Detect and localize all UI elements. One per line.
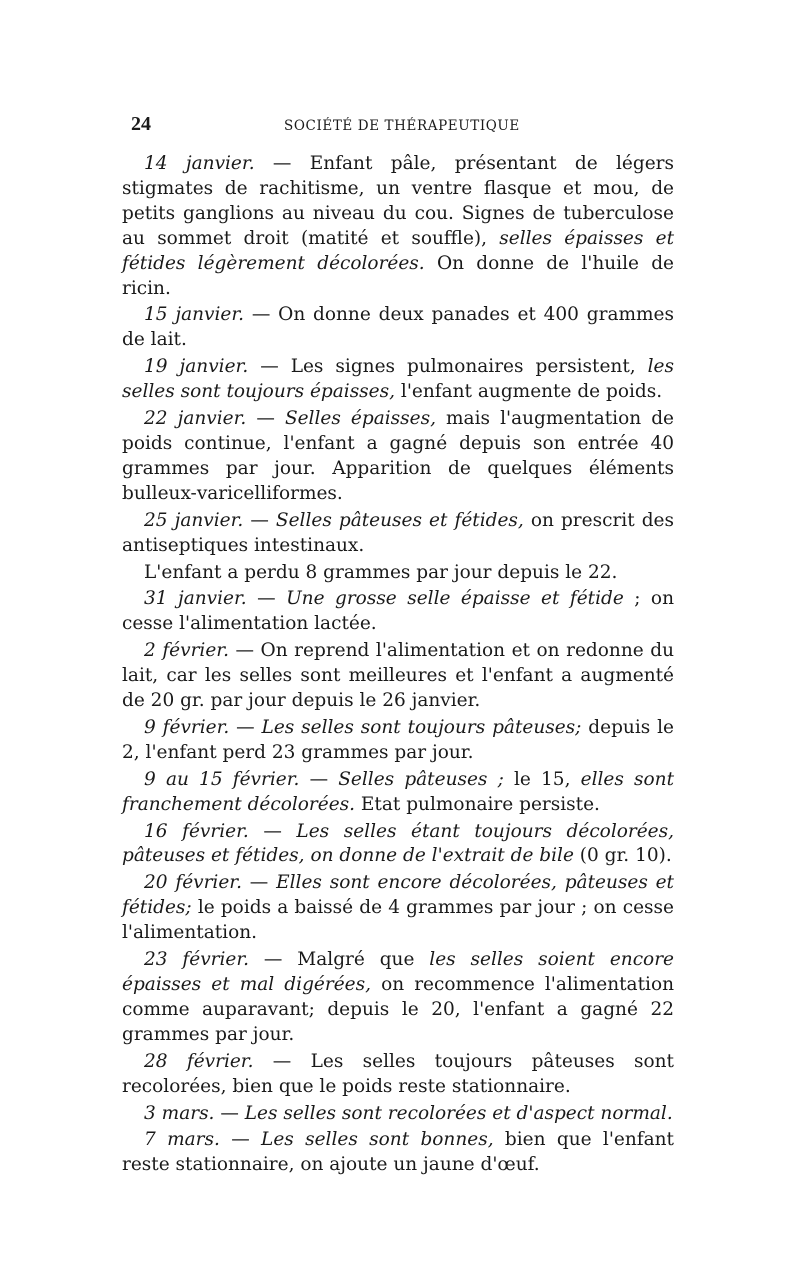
running-title: SOCIÉTÉ DE THÉRAPEUTIQUE	[284, 118, 520, 134]
italic-text: les selles sont toujours épaisses,	[122, 356, 674, 403]
italic-text: selles épaisses et fétides légèrement décolorées.	[122, 227, 675, 274]
journal-entry	[122, 1102, 674, 1127]
italic-text: Selles pâteuses et fétides,	[275, 509, 524, 531]
entry-text: mais l'augmentation de poids continue, l'enfant a gagné depuis son entrée 40 grammes par jour. Apparition de quelques éléments bulleux-varicelliformes.	[122, 408, 674, 504]
entry-text: —	[246, 408, 285, 430]
entry-text: le poids a baissé de 4 grammes par jour ; on cesse l'alimentation.	[122, 897, 674, 944]
journal-entry	[122, 871, 674, 946]
italic-text: Elles sont encore décolorées, pâteuses et fétides;	[122, 872, 674, 919]
entry-text: Etat pulmonaire persiste.	[355, 793, 600, 815]
page-header	[131, 113, 671, 143]
journal-entry	[122, 509, 674, 559]
entry-date: 15 janvier.	[144, 304, 245, 326]
entry-date: 7 mars.	[144, 1129, 220, 1151]
entry-text: on recommence l'alimentation comme auparavant; depuis le 20, l'enfant a gagné 22 grammes par jour.	[122, 974, 674, 1045]
entry-date: 25 janvier.	[144, 509, 244, 531]
entry-date: 23 février.	[144, 949, 250, 971]
entry-text: on prescrit des antiseptiques intestinaux.	[122, 509, 674, 556]
entry-date: 22 janvier.	[144, 408, 247, 430]
journal-entry	[122, 587, 674, 637]
entry-text: bien que l'enfant reste stationnaire, on ajoute un jaune d'œuf.	[122, 1129, 674, 1176]
entry-date: 31 janvier.	[144, 588, 247, 610]
entry-text: — On reprend l'alimentation et on redonne du lait, car les selles sont meilleures et l'enfant a augmenté de 20 gr. par jour depuis le 26 janvier.	[122, 640, 674, 712]
entry-date: 9 février.	[144, 716, 230, 738]
journal-entry	[122, 948, 674, 1048]
italic-text: Les selles sont toujours pâteuses;	[261, 716, 582, 738]
entry-text: —	[248, 820, 297, 842]
entry-text: — Les signes pulmonaires persistent,	[248, 356, 648, 378]
entry-text: (0 gr. 10).	[573, 845, 672, 867]
entry-text: le 15,	[503, 768, 581, 790]
journal-entry	[122, 768, 674, 818]
entry-date: 20 février.	[144, 872, 242, 894]
italic-text: elles sont franchement décolorées.	[122, 768, 674, 815]
entry-text: On donne de l'huile de ricin.	[122, 252, 674, 299]
entry-text: — Les selles toujours pâteuses sont recolorées, bien que le poids reste stationnaire.	[122, 1050, 674, 1097]
body-text	[122, 152, 674, 1180]
journal-entry	[122, 303, 674, 353]
page-number: 24	[131, 113, 151, 135]
entry-text: L'enfant a perdu 8 grammes par jour depuis le 22.	[144, 561, 618, 583]
entry-text: —	[242, 872, 277, 894]
journal-entry	[122, 639, 674, 714]
entry-text: l'enfant augmente de poids.	[395, 381, 663, 403]
journal-entry	[122, 152, 674, 301]
entry-text: —	[219, 1129, 262, 1151]
entry-text: —	[214, 1102, 245, 1124]
entry-date: 16 février.	[144, 820, 249, 842]
entry-text: —	[229, 716, 262, 738]
entry-text: — On donne deux panades et 400 grammes de lait.	[122, 304, 674, 351]
italic-text: Les selles étant toujours décolorées, pâteuses et fétides, on donne de l'extrait de bile	[122, 820, 674, 867]
entry-date: 28 février.	[144, 1050, 254, 1072]
journal-entry	[122, 1128, 674, 1178]
entry-text: depuis le 2, l'enfant perd 23 grammes par jour.	[122, 716, 674, 763]
italic-text: Selles épaisses,	[284, 408, 436, 430]
entry-text: — Enfant pâle, présentant de légers stigmates de rachitisme, un ventre flasque et mou, de petits ganglions au niveau du cou. Signes de tuberculose au sommet droit (matité et souffle),	[122, 153, 674, 249]
entry-text: —	[299, 768, 339, 790]
italic-text: Selles pâteuses ;	[338, 768, 504, 790]
italic-text: Les selles sont recolorées et d'aspect normal.	[244, 1102, 673, 1124]
journal-entry	[122, 820, 674, 870]
journal-entry	[122, 407, 674, 507]
entry-date: 3 mars.	[144, 1102, 215, 1124]
entry-date: 19 janvier.	[144, 356, 249, 378]
entry-text: —	[243, 509, 276, 531]
entry-date: 14 janvier.	[144, 153, 255, 174]
journal-entry	[122, 355, 674, 405]
entry-date: 2 février.	[144, 640, 229, 662]
entry-date: 9 au 15 février.	[144, 768, 300, 790]
journal-entry	[122, 561, 674, 586]
italic-text: Les selles sont bonnes,	[261, 1129, 494, 1151]
entry-text: —	[246, 588, 287, 610]
journal-entry	[122, 1050, 674, 1100]
entry-text: — Malgré que	[249, 949, 430, 971]
italic-text: les selles soient encore épaisses et mal digérées,	[122, 949, 674, 995]
italic-text: Une grosse selle épaisse et fétide	[286, 588, 624, 610]
entry-text: ; on cesse l'alimentation lactée.	[122, 588, 674, 635]
journal-entry	[122, 716, 674, 766]
